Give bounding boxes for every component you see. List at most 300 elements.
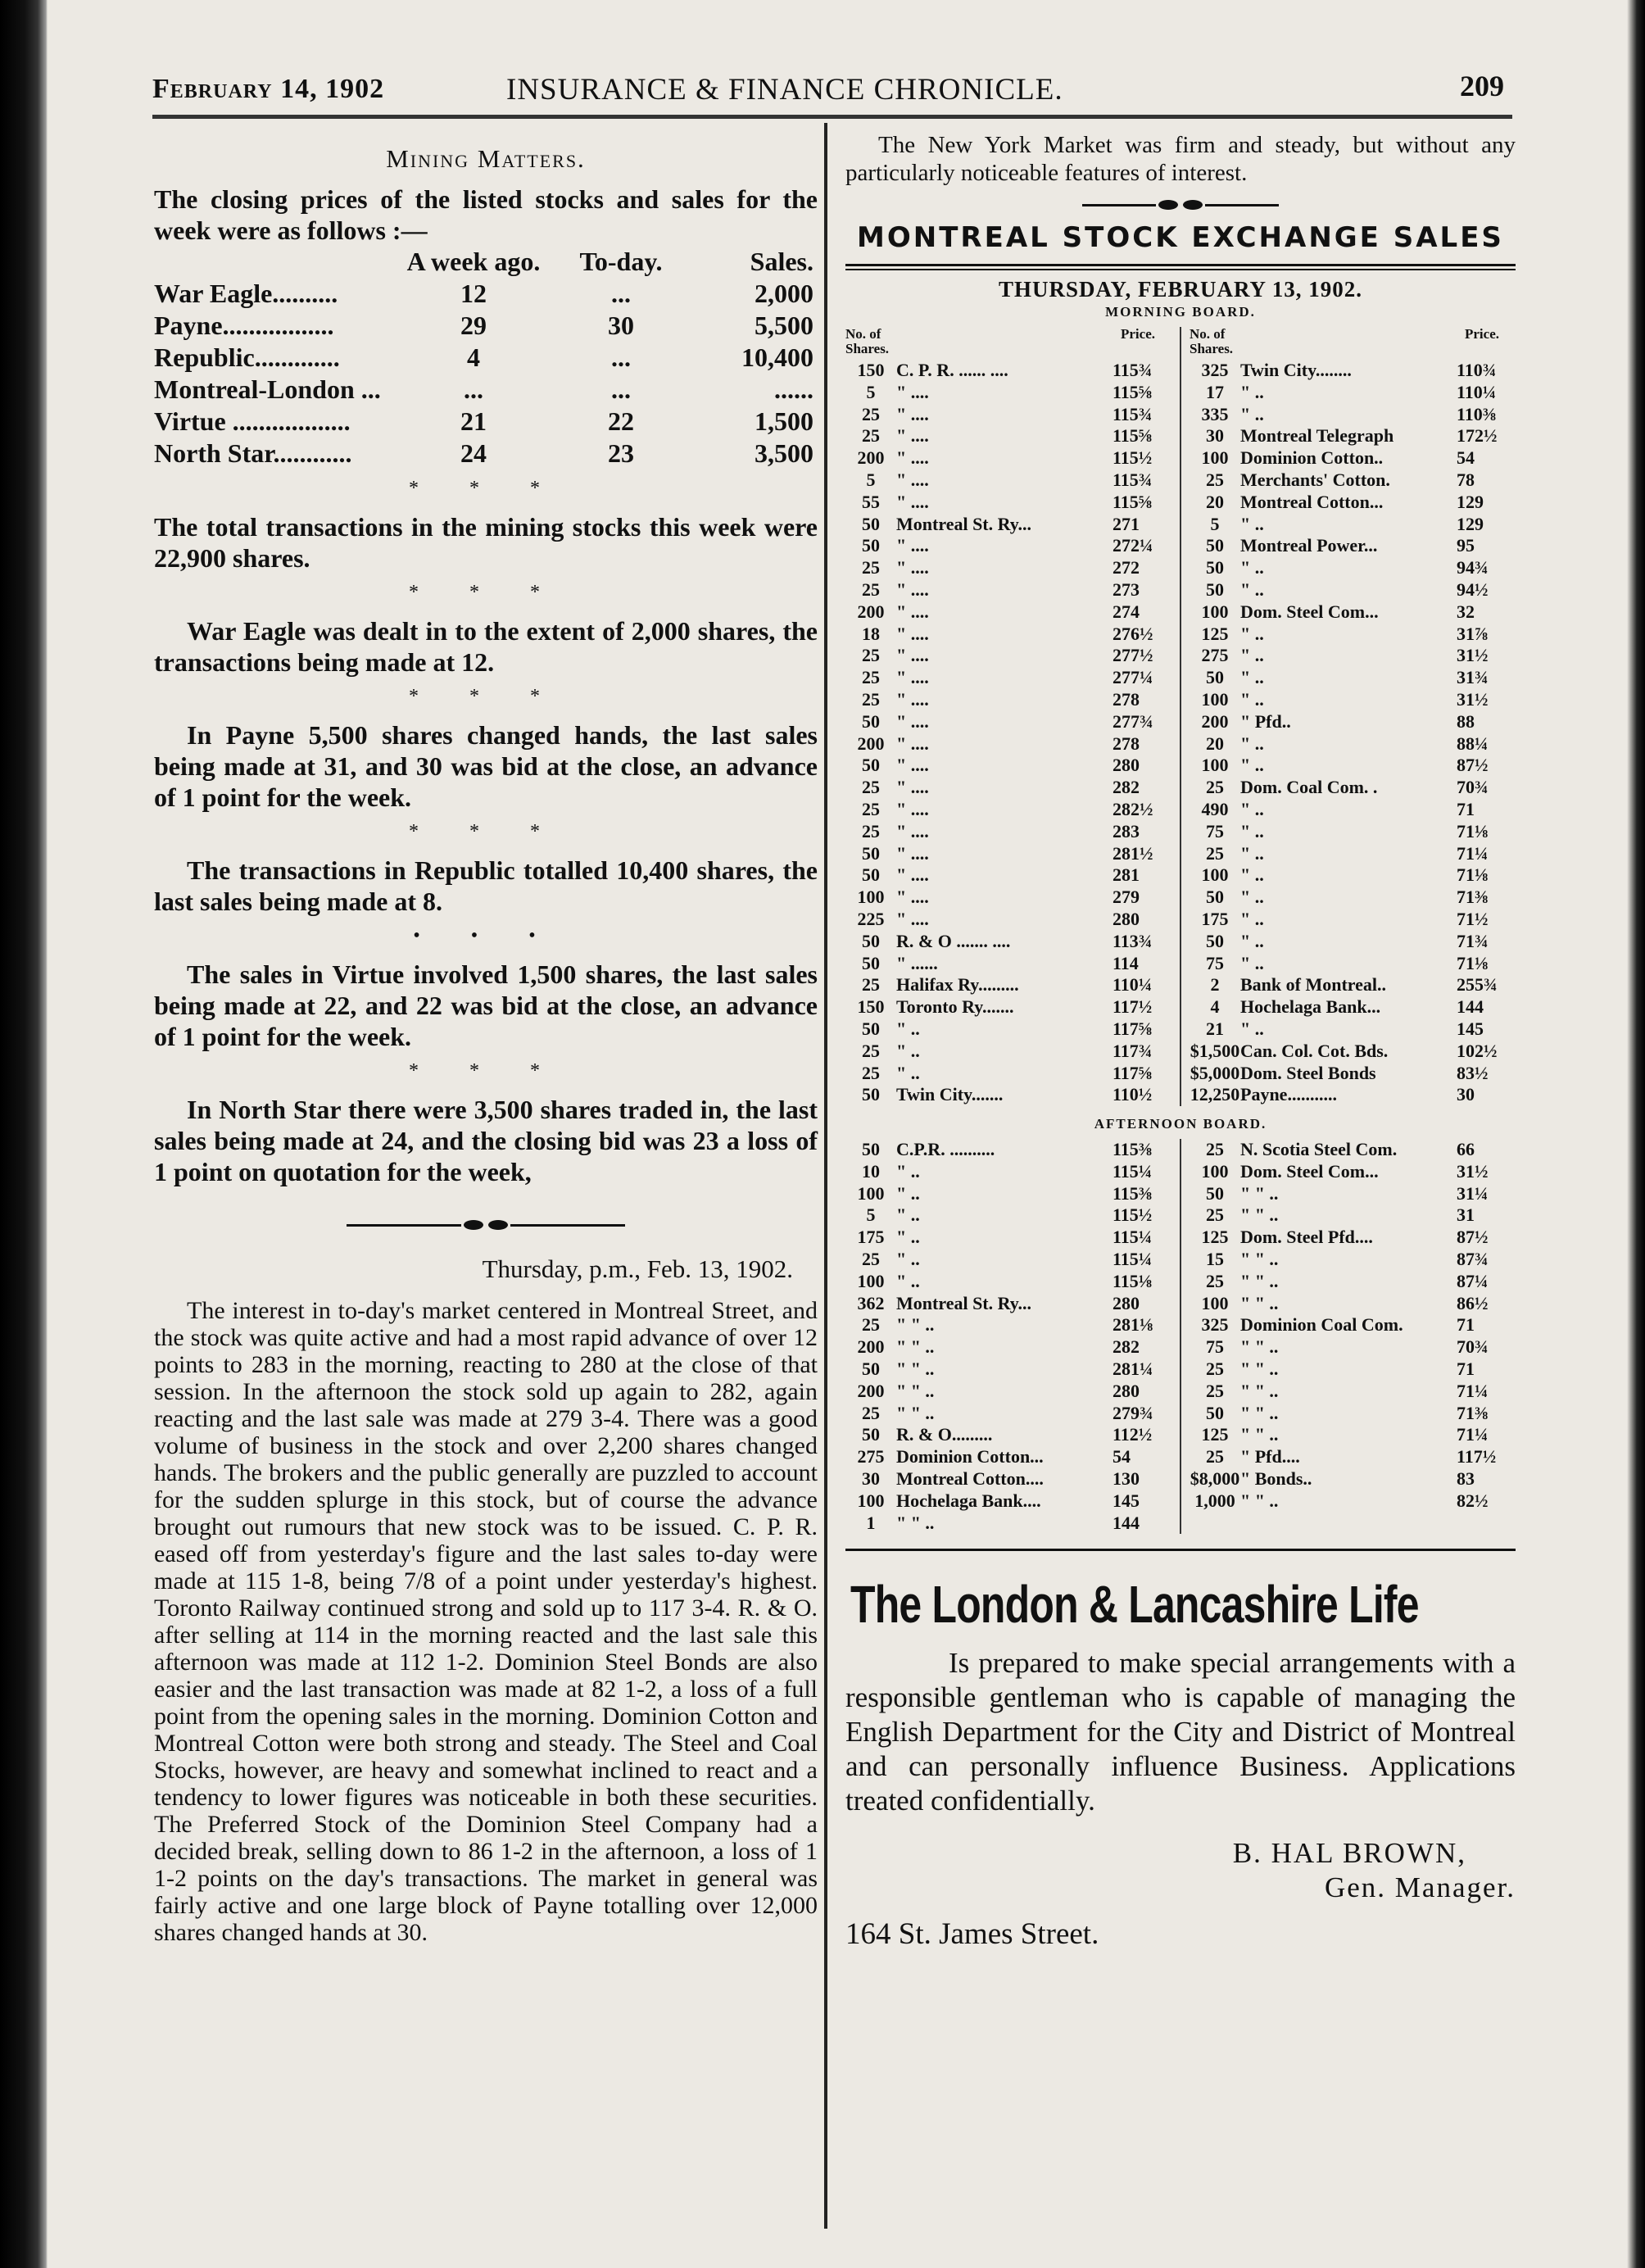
sale-shares: 100 — [1201, 1160, 1229, 1182]
sale-stock: Hochelaga Bank... — [1240, 996, 1381, 1018]
sale-price: 114 — [1113, 952, 1139, 973]
sale-stock: Twin City....... — [896, 1084, 1004, 1105]
sale-row — [845, 1084, 1171, 1106]
sale-shares: 335 — [1201, 403, 1229, 424]
mining-row — [154, 342, 813, 374]
sale-stock: " .... — [896, 908, 929, 929]
sale-shares: 175 — [857, 1227, 885, 1248]
sale-stock: " .. — [1240, 688, 1264, 710]
sale-row — [1190, 953, 1516, 975]
sale-stock: " .... — [896, 381, 929, 402]
sale-stock: Halifax Ry......... — [896, 974, 1019, 996]
sale-row — [1190, 1490, 1516, 1513]
sale-row — [845, 469, 1171, 492]
sale-price: 115⅝ — [1113, 491, 1153, 512]
sale-price: 110½ — [1113, 1084, 1153, 1105]
sale-price: 87½ — [1457, 755, 1489, 776]
mining-cell-sales: 5,500 — [755, 311, 813, 340]
sale-stock: Dominion Coal Com. — [1240, 1314, 1403, 1336]
sale-stock: " " .. — [1240, 1380, 1279, 1401]
sale-price: 71¾ — [1457, 930, 1489, 951]
sale-shares: 100 — [857, 1270, 885, 1291]
sale-shares: 75 — [1206, 952, 1224, 973]
sale-price: 117½ — [1457, 1446, 1497, 1467]
mining-table-header — [154, 246, 813, 278]
sale-price: 271 — [1113, 513, 1140, 534]
mining-cell-today: ... — [611, 342, 631, 372]
sale-shares: 200 — [1201, 710, 1229, 732]
sale-shares: 25 — [862, 688, 880, 710]
sale-row — [1190, 667, 1516, 689]
sale-stock: " " .. — [1240, 1204, 1279, 1226]
ornament-stars: * * * — [409, 478, 563, 499]
sale-shares: 75 — [1206, 820, 1224, 841]
sale-price: 144 — [1113, 1512, 1140, 1533]
column-header: No. of Shares. Price. — [1190, 326, 1499, 356]
sale-price: 31½ — [1457, 645, 1489, 666]
sale-stock: Merchants' Cotton. — [1240, 469, 1390, 490]
sale-row — [1190, 447, 1516, 469]
sale-row — [1190, 909, 1516, 931]
sale-stock: " .. — [1240, 887, 1264, 908]
sale-stock: " " .. — [1240, 1490, 1279, 1511]
sale-shares: 5 — [1210, 513, 1220, 534]
sale-price: 31 — [1457, 1204, 1475, 1226]
mining-cell-name: Virtue .................. — [154, 406, 351, 436]
sale-row — [1190, 360, 1516, 382]
sale-price: 71¼ — [1457, 1424, 1489, 1445]
mining-paragraph: The total transactions in the mining stocks this week were 22,900 shares. — [154, 512, 818, 573]
sale-shares: 55 — [862, 491, 880, 512]
sale-stock: " " .. — [1240, 1424, 1279, 1445]
sale-shares: 490 — [1201, 798, 1229, 819]
sale-price: 71⅛ — [1457, 820, 1489, 841]
sale-shares: 12,250 — [1190, 1084, 1240, 1105]
sale-row — [845, 382, 1171, 404]
sale-shares: 100 — [857, 1490, 885, 1511]
sale-shares: 125 — [1201, 623, 1229, 644]
sale-stock: Toronto Ry....... — [896, 996, 1014, 1018]
sale-shares: 150 — [857, 996, 885, 1018]
sale-row — [845, 799, 1171, 821]
sale-stock: " Pfd.. — [1240, 710, 1291, 732]
sale-price: 30 — [1457, 1084, 1475, 1105]
sale-price: 281¼ — [1113, 1359, 1153, 1380]
sale-row — [845, 755, 1171, 777]
sale-row — [845, 1204, 1171, 1227]
sale-shares: 21 — [1206, 1018, 1224, 1039]
sale-row — [1190, 843, 1516, 865]
sale-shares: $8,000 — [1190, 1468, 1240, 1490]
sale-price: 71⅛ — [1457, 864, 1489, 886]
sale-price: 31½ — [1457, 1160, 1489, 1182]
mining-cell-sales: 10,400 — [741, 342, 813, 372]
sale-shares: 50 — [862, 755, 880, 776]
sale-row — [845, 974, 1171, 996]
sale-stock: Dom. Steel Com... — [1240, 601, 1379, 622]
sale-shares: 25 — [1206, 1270, 1224, 1291]
sale-shares: 20 — [1206, 491, 1224, 512]
sale-stock: " " .. — [896, 1359, 935, 1380]
sale-shares: 30 — [862, 1468, 880, 1490]
sale-row — [845, 996, 1171, 1018]
sale-shares: 50 — [1206, 535, 1224, 556]
mining-cell-name: Republic............. — [154, 342, 340, 372]
sale-stock: " " .. — [1240, 1336, 1279, 1358]
sale-price: 70¾ — [1457, 1336, 1489, 1358]
sale-shares: 100 — [1201, 688, 1229, 710]
sale-row — [845, 425, 1171, 447]
sale-shares: 50 — [862, 1018, 880, 1039]
sale-row — [1190, 1359, 1516, 1381]
sale-stock: " .... — [896, 557, 929, 578]
sale-price: 115¼ — [1113, 1160, 1153, 1182]
sale-price: 86½ — [1457, 1292, 1489, 1313]
sale-shares: 25 — [862, 1040, 880, 1061]
sale-row — [845, 1403, 1171, 1425]
sale-row — [845, 601, 1171, 624]
sale-price: 277¼ — [1113, 667, 1153, 688]
sale-price: 32 — [1457, 601, 1475, 622]
sale-price: 278 — [1113, 688, 1140, 710]
mining-cell-name: North Star............ — [154, 438, 352, 468]
mining-cell-week: 29 — [460, 311, 487, 340]
sale-shares: 50 — [1206, 667, 1224, 688]
sale-row — [845, 645, 1171, 667]
sale-row — [1190, 1041, 1516, 1063]
sale-stock: " " .. — [896, 1336, 935, 1358]
sale-price: 94½ — [1457, 578, 1489, 600]
sale-price: 113¾ — [1113, 930, 1153, 951]
sale-row — [845, 447, 1171, 469]
ad-rule — [845, 1549, 1516, 1551]
sale-stock: " ...... — [896, 952, 938, 973]
sale-row — [845, 843, 1171, 865]
sale-stock: " .. — [896, 1227, 920, 1248]
sale-price: 281 — [1113, 864, 1140, 886]
sale-row — [845, 689, 1171, 711]
sale-price: 277¾ — [1113, 710, 1153, 732]
mining-row — [154, 278, 813, 310]
sale-row — [1190, 492, 1516, 514]
sale-shares: 25 — [862, 820, 880, 841]
sale-stock: " .... — [896, 688, 929, 710]
sale-price: 129 — [1457, 491, 1484, 512]
sale-stock: " .. — [1240, 908, 1264, 929]
sale-row — [1190, 1424, 1516, 1446]
sale-stock: Dominion Cotton... — [896, 1446, 1044, 1467]
morning-board-label: MORNING BOARD. — [1105, 304, 1256, 320]
page-number: 209 — [1460, 70, 1504, 102]
sale-stock: Montreal St. Ry... — [896, 1292, 1032, 1313]
sale-stock: " .... — [896, 623, 929, 644]
morning-board-table — [845, 327, 1516, 1106]
sale-price: 145 — [1457, 1018, 1484, 1039]
ornament-divider — [154, 1220, 818, 1230]
sale-row — [1190, 382, 1516, 404]
sale-row — [845, 404, 1171, 426]
sale-row — [1190, 1139, 1516, 1161]
mining-cell-today: 22 — [608, 406, 634, 436]
sale-row — [1190, 887, 1516, 909]
left-column — [154, 144, 818, 1946]
sale-row — [845, 360, 1171, 382]
sale-stock: R. & O ....... .... — [896, 930, 1011, 951]
sale-row — [1190, 799, 1516, 821]
sale-row — [845, 667, 1171, 689]
mining-table — [154, 246, 813, 469]
sale-stock: " .... — [896, 777, 929, 798]
sale-shares: 5 — [866, 1204, 876, 1226]
sale-price: 255¾ — [1457, 974, 1498, 996]
sale-stock: Montreal Telegraph — [1240, 425, 1394, 447]
mining-intro: The closing prices of the listed stocks and sales for the week were as follows :— — [154, 184, 818, 245]
sale-row — [1190, 1403, 1516, 1425]
sale-stock: " .. — [1240, 645, 1264, 666]
ad-role: Gen. Manager. — [1324, 1871, 1516, 1904]
mining-cell-week: 24 — [460, 438, 487, 468]
sale-shares: 25 — [1206, 1139, 1224, 1160]
sale-shares: 25 — [862, 403, 880, 424]
sale-shares: 225 — [857, 908, 885, 929]
ornament-stars: * * * — [409, 582, 563, 603]
mining-rows — [154, 278, 813, 469]
sale-price: 110⅜ — [1457, 403, 1497, 424]
sale-price: 272¼ — [1113, 535, 1153, 556]
sale-stock: " .. — [1240, 864, 1264, 886]
sale-price: 112½ — [1113, 1424, 1153, 1445]
mining-row — [154, 406, 813, 438]
sale-row — [1190, 821, 1516, 843]
sale-shares: 10 — [862, 1160, 880, 1182]
sale-row — [1190, 1183, 1516, 1205]
sale-row — [845, 492, 1171, 514]
header-date: February 14, 1902 — [152, 74, 385, 104]
sale-stock: " " .. — [1240, 1292, 1279, 1313]
sale-price: 110¼ — [1113, 974, 1153, 996]
sale-stock: " .... — [896, 755, 929, 776]
sale-row — [1190, 645, 1516, 667]
ornament-stars: * * * — [409, 1060, 563, 1082]
sale-price: 71¼ — [1457, 842, 1489, 864]
sale-stock: Dom. Steel Com... — [1240, 1160, 1379, 1182]
sale-shares: 150 — [857, 360, 885, 380]
sale-price: 282 — [1113, 1336, 1140, 1358]
sale-stock: R. & O......... — [896, 1424, 993, 1445]
sale-row — [1190, 1249, 1516, 1271]
sale-shares: 200 — [857, 1336, 885, 1358]
sale-stock: " .... — [896, 710, 929, 732]
ad-title: The London & Lancashire Life — [850, 1575, 1419, 1635]
sale-shares: 75 — [1206, 1336, 1224, 1358]
sale-price: 87¼ — [1457, 1270, 1489, 1291]
sale-stock: " .... — [896, 491, 929, 512]
sale-shares: 50 — [862, 710, 880, 732]
sale-row — [845, 1513, 1171, 1535]
sale-stock: " " .. — [896, 1512, 935, 1533]
sale-shares: 25 — [1206, 1380, 1224, 1401]
sale-row — [1190, 1063, 1516, 1085]
ad-body: Is prepared to make special arrangements with a responsible gentleman who is capable of managing the English Department for the City and District of Montreal and can personally influence Business. Applications treated confidentially. — [845, 1647, 1516, 1817]
mining-cell-sales: 3,500 — [755, 438, 813, 468]
sale-shares: 100 — [857, 1182, 885, 1204]
mining-cell-week: ... — [464, 374, 483, 404]
exchange-banner: MONTREAL STOCK EXCHANGE SALES — [857, 221, 1504, 254]
sale-stock: " .... — [896, 645, 929, 666]
sale-shares: 25 — [862, 578, 880, 600]
sale-stock: " .... — [896, 864, 929, 886]
mining-row — [154, 438, 813, 469]
sale-stock: " .. — [1240, 842, 1264, 864]
market-report: The interest in to-day's market centered in Montreal Street, and the stock was quite active and had a most rapid advance of over 12 points to 283 in the morning, reacting to 280 at the close of that session. In the afternoon the stock sold up again to 282, again reacting and the last sale was made at 279 3-4. There was a good volume of business in the stock and over 2,200 shares changed hands. The brokers and the public generally are puzzled to account for the sudden splurge in this stock, but of course the advance brought out rumours that new stock was to be issued. C. P. R. eased off from yesterday's figure and the last sales to-day were made at 115 1-8, being 7/8 of a point under yesterday's highest. Toronto Railway continued strong and sold up to 117 3-4. R. & O. after selling at 114 in the morning reacted and the last sale this afternoon was made at 112 1-2. Dominion Steel Bonds are also easier and the last transaction was made at 82 1-2, a loss of a full point from the opening sales in the morning. Dominion Cotton and Montreal Cotton were both strong and steady. The Steel and Coal Stocks, however, are heavy and somewhat inclined to react and a tendency to lower figures was noticeable in both these securities. The Preferred Stock of the Dominion Steel Company had a decided break, selling down to 86 1-2 in the afternoon, a loss of 1 1-2 points on the day's transactions. The market in general was fairly active and one large block of Payne totalling over 12,000 shares changed hands at 30. — [154, 1297, 818, 1946]
sale-price: 31¼ — [1457, 1182, 1489, 1204]
sale-row — [1190, 469, 1516, 492]
mining-cell-name: Payne................. — [154, 311, 334, 340]
sale-row — [1190, 1204, 1516, 1227]
sale-shares: 25 — [1206, 777, 1224, 798]
sale-stock: Dom. Steel Bonds — [1240, 1062, 1376, 1083]
sale-price: 115½ — [1113, 447, 1153, 469]
sale-price: 71⅜ — [1457, 887, 1489, 908]
mining-cell-name: Montreal-London ... — [154, 374, 381, 404]
sale-row — [1190, 1336, 1516, 1359]
sale-shares: 25 — [1206, 1359, 1224, 1380]
sale-price: 54 — [1113, 1446, 1131, 1467]
sale-shares: 50 — [862, 513, 880, 534]
sale-price: 87¾ — [1457, 1249, 1489, 1270]
sale-price: 78 — [1457, 469, 1475, 490]
sale-row — [845, 1271, 1171, 1293]
header-title: INSURANCE & FINANCE CHRONICLE. — [506, 73, 1063, 107]
sale-row — [845, 514, 1171, 536]
sale-stock: " .... — [896, 601, 929, 622]
col-today: To-day. — [579, 247, 663, 276]
sale-price: 110¾ — [1457, 360, 1497, 380]
sale-stock: Montreal Cotton.... — [896, 1468, 1044, 1490]
sale-price: 110¼ — [1457, 381, 1497, 402]
mining-paragraph: War Eagle was dealt in to the extent of 2,000 shares, the transactions being made at 12. — [154, 616, 818, 677]
mining-title: Mining Matters. — [386, 144, 586, 173]
sale-row — [845, 1293, 1171, 1315]
sale-row — [845, 1063, 1171, 1085]
sale-shares: 5 — [866, 469, 876, 490]
sale-stock: " .. — [1240, 755, 1264, 776]
sale-shares: 100 — [1201, 864, 1229, 886]
sale-stock: " .... — [896, 469, 929, 490]
sale-row — [1190, 514, 1516, 536]
sale-row — [845, 1041, 1171, 1063]
sale-stock: Hochelaga Bank.... — [896, 1490, 1041, 1511]
sale-stock: " .... — [896, 403, 929, 424]
sale-price: 66 — [1457, 1139, 1475, 1160]
sale-shares: 125 — [1201, 1424, 1229, 1445]
sale-price: 115¾ — [1113, 360, 1153, 380]
sale-shares: 100 — [1201, 601, 1229, 622]
sale-shares: 25 — [862, 798, 880, 819]
sale-price: 274 — [1113, 601, 1140, 622]
sale-stock: " .... — [896, 535, 929, 556]
sale-stock: " .. — [896, 1270, 920, 1291]
exchange-date: THURSDAY, FEBRUARY 13, 1902. — [998, 277, 1363, 302]
sale-price: 130 — [1113, 1468, 1140, 1490]
sale-shares: 275 — [857, 1446, 885, 1467]
sale-stock: " .... — [896, 425, 929, 447]
sale-price: 70¾ — [1457, 777, 1489, 798]
sale-shares: 175 — [1201, 908, 1229, 929]
sale-shares: 5 — [866, 381, 876, 402]
sale-price: 280 — [1113, 1292, 1140, 1313]
sale-row — [845, 1468, 1171, 1490]
sale-price: 281½ — [1113, 842, 1153, 864]
sale-price: 94¾ — [1457, 557, 1489, 578]
sale-row — [845, 1139, 1171, 1161]
sale-row — [1190, 996, 1516, 1018]
sale-row — [845, 579, 1171, 601]
sale-row — [1190, 864, 1516, 887]
sale-stock: " .. — [1240, 513, 1264, 534]
banner-rule — [845, 264, 1516, 270]
sale-stock: " .. — [1240, 667, 1264, 688]
sale-shares: 18 — [862, 623, 880, 644]
sale-stock: " .. — [896, 1182, 920, 1204]
sale-price: 54 — [1457, 447, 1475, 469]
mining-cell-today: ... — [611, 374, 631, 404]
sale-shares: 25 — [862, 1314, 880, 1336]
sale-shares: 200 — [857, 733, 885, 754]
sale-shares: 25 — [862, 557, 880, 578]
mining-cell-name: War Eagle.......... — [154, 279, 338, 308]
sale-price: 31⅞ — [1457, 623, 1489, 644]
sale-price: 280 — [1113, 908, 1140, 929]
sale-shares: 2 — [1210, 974, 1220, 996]
ad-signer: B. HAL BROWN, — [1232, 1837, 1466, 1870]
sale-shares: 17 — [1206, 381, 1224, 402]
sale-row — [1190, 1468, 1516, 1490]
sale-row — [845, 1183, 1171, 1205]
sale-stock: " .... — [896, 887, 929, 908]
sale-row — [845, 864, 1171, 887]
sale-shares: 100 — [857, 887, 885, 908]
sale-row — [845, 1227, 1171, 1249]
mining-cell-sales: 2,000 — [755, 279, 813, 308]
ornament-divider — [845, 200, 1516, 210]
sale-price: 117¾ — [1113, 1040, 1153, 1061]
sale-stock: " .... — [896, 798, 929, 819]
sale-shares: 15 — [1206, 1249, 1224, 1270]
sale-shares: 50 — [862, 1424, 880, 1445]
sale-row — [1190, 1018, 1516, 1041]
sale-shares: 25 — [862, 425, 880, 447]
sale-stock: " .. — [1240, 820, 1264, 841]
sale-row — [1190, 425, 1516, 447]
sale-shares: 50 — [1206, 1182, 1224, 1204]
sale-row — [1190, 404, 1516, 426]
sale-row — [845, 1336, 1171, 1359]
sale-stock: " " .. — [1240, 1402, 1279, 1423]
sale-price: 280 — [1113, 755, 1140, 776]
sale-stock: " .. — [896, 1040, 920, 1061]
sale-row — [845, 711, 1171, 733]
sale-price: 31½ — [1457, 688, 1489, 710]
sale-row — [1190, 974, 1516, 996]
mining-cell-week: 21 — [460, 406, 487, 436]
sale-stock: Dominion Cotton.. — [1240, 447, 1384, 469]
sale-price: 279¾ — [1113, 1402, 1153, 1423]
sale-shares: 25 — [862, 974, 880, 996]
sale-stock: " .. — [1240, 557, 1264, 578]
sale-shares: 25 — [1206, 469, 1224, 490]
sale-stock: " .. — [1240, 403, 1264, 424]
